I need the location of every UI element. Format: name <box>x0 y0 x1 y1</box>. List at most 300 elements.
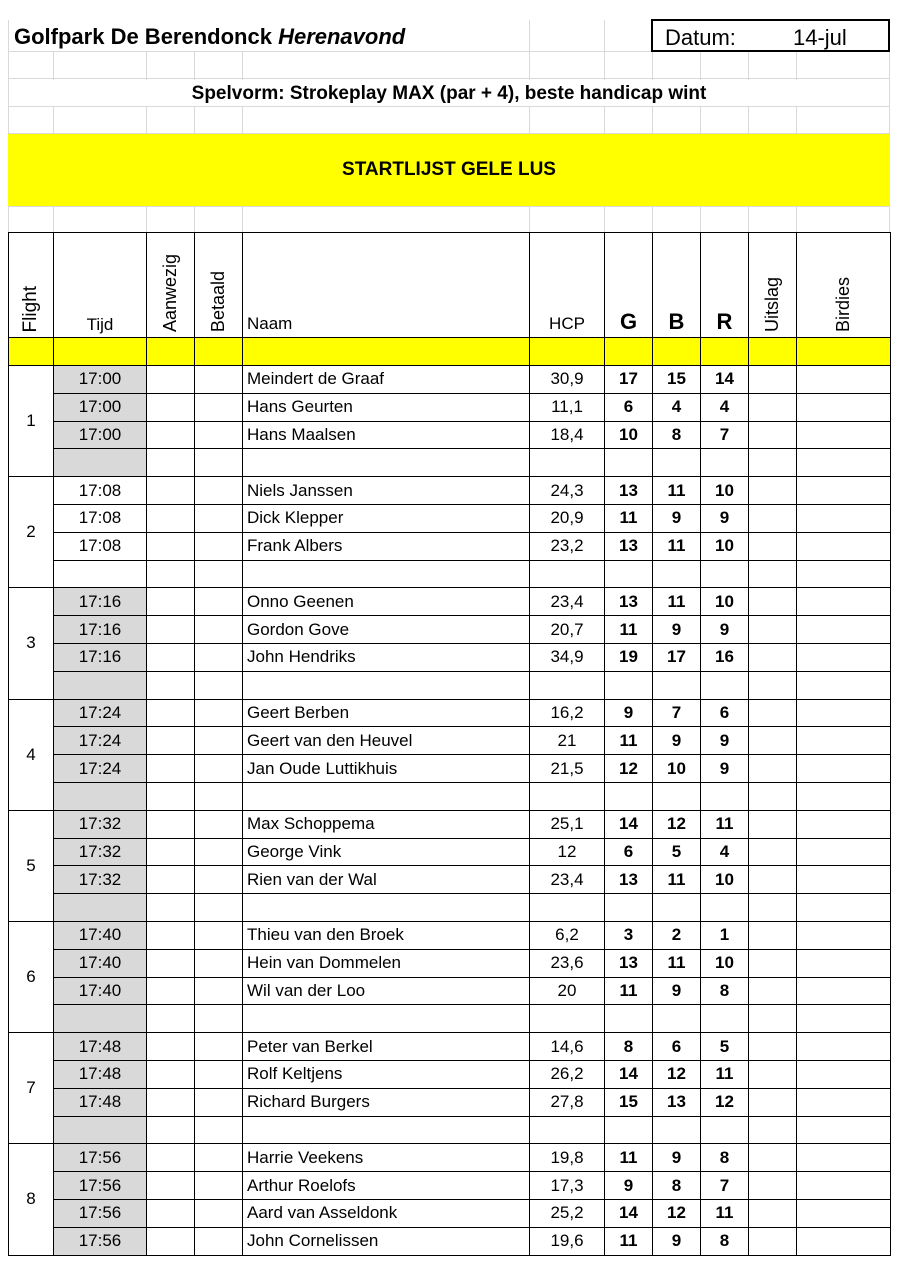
aanwezig-cell[interactable] <box>147 532 195 560</box>
strokes-b: 12 <box>653 1199 701 1227</box>
birdies-cell[interactable] <box>797 921 891 949</box>
birdies-cell[interactable] <box>797 810 891 838</box>
empty-cell <box>195 894 243 922</box>
aanwezig-cell[interactable] <box>147 1199 195 1227</box>
uitslag-cell[interactable] <box>749 588 797 616</box>
col-r: R <box>701 233 749 338</box>
birdies-cell[interactable] <box>797 838 891 866</box>
betaald-cell[interactable] <box>195 588 243 616</box>
birdies-cell[interactable] <box>797 866 891 894</box>
betaald-cell[interactable] <box>195 1088 243 1116</box>
event-name: Herenavond <box>278 24 406 49</box>
betaald-cell[interactable] <box>195 1033 243 1061</box>
empty-cell <box>653 1005 701 1033</box>
col-betaald: Betaald <box>195 233 243 338</box>
grid-line <box>748 107 749 134</box>
table-row <box>9 866 891 894</box>
betaald-cell[interactable] <box>195 699 243 727</box>
empty-cell <box>147 671 195 699</box>
empty-cell <box>653 560 701 588</box>
strokes-g: 3 <box>605 921 653 949</box>
grid-line <box>194 207 195 233</box>
table-spacer-row <box>9 1005 891 1033</box>
table-row <box>9 532 891 560</box>
col-flight: Flight <box>9 233 54 338</box>
table-row <box>9 366 891 394</box>
table-row <box>9 477 891 505</box>
empty-cell <box>605 449 653 477</box>
uitslag-cell[interactable] <box>749 755 797 783</box>
table-row <box>9 393 891 421</box>
start-time: 17:56 <box>54 1227 147 1255</box>
col-naam: Naam <box>243 233 530 338</box>
betaald-cell[interactable] <box>195 1227 243 1255</box>
strokes-g: 11 <box>605 977 653 1005</box>
start-time: 17:00 <box>54 421 147 449</box>
aanwezig-cell[interactable] <box>147 727 195 755</box>
strokes-g: 10 <box>605 421 653 449</box>
empty-cell <box>243 671 530 699</box>
aanwezig-cell[interactable] <box>147 1033 195 1061</box>
table-row <box>9 1227 891 1255</box>
player-name: Niels Janssen <box>243 477 530 505</box>
empty-cell <box>701 782 749 810</box>
player-name: Gordon Gove <box>243 616 530 644</box>
strokes-b: 12 <box>653 1060 701 1088</box>
empty-cell <box>797 449 891 477</box>
start-list-table <box>8 232 891 1256</box>
col-tijd: Tijd <box>54 233 147 338</box>
grid-line <box>748 207 749 233</box>
table-row <box>9 504 891 532</box>
strokes-r: 5 <box>701 1033 749 1061</box>
player-hcp: 23,2 <box>530 532 605 560</box>
player-hcp: 24,3 <box>530 477 605 505</box>
strokes-g: 6 <box>605 838 653 866</box>
uitslag-cell[interactable] <box>749 921 797 949</box>
start-time: 17:32 <box>54 866 147 894</box>
table-row <box>9 1199 891 1227</box>
empty-cell <box>530 560 605 588</box>
player-hcp: 26,2 <box>530 1060 605 1088</box>
betaald-cell[interactable] <box>195 393 243 421</box>
uitslag-cell[interactable] <box>749 616 797 644</box>
strokes-g: 13 <box>605 588 653 616</box>
player-name: Frank Albers <box>243 532 530 560</box>
grid-line <box>529 107 530 134</box>
birdies-cell[interactable] <box>797 699 891 727</box>
table-row <box>9 616 891 644</box>
birdies-cell[interactable] <box>797 977 891 1005</box>
empty-cell <box>195 560 243 588</box>
birdies-cell[interactable] <box>797 1033 891 1061</box>
player-name: George Vink <box>243 838 530 866</box>
grid-line <box>53 107 54 134</box>
player-name: Jan Oude Luttikhuis <box>243 755 530 783</box>
birdies-cell[interactable] <box>797 1227 891 1255</box>
aanwezig-cell[interactable] <box>147 699 195 727</box>
grid-line <box>146 52 147 80</box>
strokes-g: 13 <box>605 532 653 560</box>
birdies-cell[interactable] <box>797 949 891 977</box>
betaald-cell[interactable] <box>195 643 243 671</box>
strokes-g: 13 <box>605 866 653 894</box>
aanwezig-cell[interactable] <box>147 588 195 616</box>
birdies-cell[interactable] <box>797 616 891 644</box>
player-hcp: 14,6 <box>530 1033 605 1061</box>
table-row <box>9 1033 891 1061</box>
aanwezig-cell[interactable] <box>147 477 195 505</box>
player-hcp: 17,3 <box>530 1172 605 1200</box>
start-time: 17:40 <box>54 921 147 949</box>
empty-cell <box>243 449 530 477</box>
birdies-cell[interactable] <box>797 366 891 394</box>
player-hcp: 12 <box>530 838 605 866</box>
table-row <box>9 921 891 949</box>
betaald-cell[interactable] <box>195 616 243 644</box>
strokes-r: 9 <box>701 616 749 644</box>
grid-line <box>146 207 147 233</box>
betaald-cell[interactable] <box>195 727 243 755</box>
player-hcp: 6,2 <box>530 921 605 949</box>
grid-line <box>748 52 749 80</box>
strokes-r: 10 <box>701 532 749 560</box>
empty-cell <box>701 894 749 922</box>
uitslag-cell[interactable] <box>749 727 797 755</box>
grid-line <box>604 20 605 80</box>
player-hcp: 23,4 <box>530 866 605 894</box>
empty-cell <box>243 1116 530 1144</box>
uitslag-cell[interactable] <box>749 1172 797 1200</box>
player-name: Aard van Asseldonk <box>243 1199 530 1227</box>
strokes-b: 9 <box>653 977 701 1005</box>
birdies-cell[interactable] <box>797 1088 891 1116</box>
empty-cell <box>530 449 605 477</box>
player-hcp: 34,9 <box>530 643 605 671</box>
uitslag-cell[interactable] <box>749 477 797 505</box>
start-time: 17:48 <box>54 1060 147 1088</box>
strokes-g: 11 <box>605 1227 653 1255</box>
strokes-b: 9 <box>653 1227 701 1255</box>
grid-line <box>53 207 54 233</box>
empty-cell <box>749 782 797 810</box>
empty-time-cell <box>54 1005 147 1033</box>
aanwezig-cell[interactable] <box>147 366 195 394</box>
player-name: Meindert de Graaf <box>243 366 530 394</box>
table-row <box>9 1060 891 1088</box>
empty-cell <box>195 1005 243 1033</box>
table-spacer-row <box>9 560 891 588</box>
empty-cell <box>147 782 195 810</box>
betaald-cell[interactable] <box>195 866 243 894</box>
uitslag-cell[interactable] <box>749 949 797 977</box>
aanwezig-cell[interactable] <box>147 838 195 866</box>
birdies-cell[interactable] <box>797 477 891 505</box>
player-name: Hans Geurten <box>243 393 530 421</box>
grid-line <box>652 52 653 80</box>
strokes-b: 9 <box>653 504 701 532</box>
birdies-cell[interactable] <box>797 1060 891 1088</box>
strokes-r: 8 <box>701 1144 749 1172</box>
birdies-cell[interactable] <box>797 727 891 755</box>
player-hcp: 25,1 <box>530 810 605 838</box>
empty-cell <box>147 894 195 922</box>
betaald-cell[interactable] <box>195 366 243 394</box>
start-time: 17:08 <box>54 477 147 505</box>
grid-line <box>700 52 701 80</box>
strokes-b: 5 <box>653 838 701 866</box>
birdies-cell[interactable] <box>797 504 891 532</box>
strokes-g: 15 <box>605 1088 653 1116</box>
start-time: 17:16 <box>54 588 147 616</box>
aanwezig-cell[interactable] <box>147 755 195 783</box>
uitslag-cell[interactable] <box>749 1199 797 1227</box>
strokes-r: 8 <box>701 977 749 1005</box>
table-spacer-row <box>9 782 891 810</box>
grid-line <box>796 207 797 233</box>
strokes-r: 4 <box>701 838 749 866</box>
uitslag-cell[interactable] <box>749 504 797 532</box>
start-time: 17:24 <box>54 727 147 755</box>
strokes-b: 15 <box>653 366 701 394</box>
aanwezig-cell[interactable] <box>147 393 195 421</box>
start-time: 17:32 <box>54 838 147 866</box>
startlist-banner <box>8 134 890 206</box>
uitslag-cell[interactable] <box>749 421 797 449</box>
strokes-g: 11 <box>605 1144 653 1172</box>
empty-cell <box>195 671 243 699</box>
uitslag-cell[interactable] <box>749 393 797 421</box>
birdies-cell[interactable] <box>797 643 891 671</box>
uitslag-cell[interactable] <box>749 1033 797 1061</box>
strokes-b: 4 <box>653 393 701 421</box>
uitslag-cell[interactable] <box>749 866 797 894</box>
table-row <box>9 810 891 838</box>
aanwezig-cell[interactable] <box>147 810 195 838</box>
birdies-cell[interactable] <box>797 1199 891 1227</box>
aanwezig-cell[interactable] <box>147 1227 195 1255</box>
uitslag-cell[interactable] <box>749 1227 797 1255</box>
empty-cell <box>147 1005 195 1033</box>
birdies-cell[interactable] <box>797 1144 891 1172</box>
grid-line <box>796 52 797 80</box>
strokes-r: 11 <box>701 810 749 838</box>
banner-title: STARTLIJST GELE LUS <box>342 159 556 180</box>
uitslag-cell[interactable] <box>749 810 797 838</box>
empty-cell <box>605 1005 653 1033</box>
strokes-b: 8 <box>653 1172 701 1200</box>
club-name: Golfpark De Berendonck <box>14 24 272 49</box>
strokes-g: 6 <box>605 393 653 421</box>
grid-line <box>53 52 54 80</box>
empty-cell <box>243 782 530 810</box>
birdies-cell[interactable] <box>797 393 891 421</box>
betaald-cell[interactable] <box>195 421 243 449</box>
strokes-r: 10 <box>701 477 749 505</box>
col-birdies: Birdies <box>797 233 891 338</box>
player-hcp: 18,4 <box>530 421 605 449</box>
betaald-cell[interactable] <box>195 1172 243 1200</box>
strokes-b: 11 <box>653 866 701 894</box>
birdies-cell[interactable] <box>797 755 891 783</box>
strokes-r: 4 <box>701 393 749 421</box>
strokes-g: 13 <box>605 949 653 977</box>
start-time: 17:40 <box>54 949 147 977</box>
start-time: 17:24 <box>54 699 147 727</box>
col-b: B <box>653 233 701 338</box>
betaald-cell[interactable] <box>195 477 243 505</box>
empty-cell <box>749 894 797 922</box>
grid-line <box>652 207 653 233</box>
uitslag-cell[interactable] <box>749 1088 797 1116</box>
flight-number: 8 <box>9 1144 54 1255</box>
betaald-cell[interactable] <box>195 1060 243 1088</box>
player-name: Hans Maalsen <box>243 421 530 449</box>
flight-number: 7 <box>9 1033 54 1144</box>
empty-cell <box>653 782 701 810</box>
betaald-cell[interactable] <box>195 532 243 560</box>
betaald-cell[interactable] <box>195 504 243 532</box>
empty-time-cell <box>54 560 147 588</box>
strokes-g: 14 <box>605 1199 653 1227</box>
uitslag-cell[interactable] <box>749 1060 797 1088</box>
betaald-cell[interactable] <box>195 1199 243 1227</box>
aanwezig-cell[interactable] <box>147 921 195 949</box>
grid-line <box>242 107 243 134</box>
strokes-r: 7 <box>701 1172 749 1200</box>
birdies-cell[interactable] <box>797 588 891 616</box>
empty-time-cell <box>54 671 147 699</box>
grid-line <box>604 207 605 233</box>
strokes-g: 13 <box>605 477 653 505</box>
start-time: 17:16 <box>54 616 147 644</box>
uitslag-cell[interactable] <box>749 699 797 727</box>
strokes-r: 11 <box>701 1060 749 1088</box>
empty-cell <box>530 671 605 699</box>
empty-cell <box>701 671 749 699</box>
aanwezig-cell[interactable] <box>147 1060 195 1088</box>
empty-cell <box>701 1116 749 1144</box>
betaald-cell[interactable] <box>195 921 243 949</box>
player-name: Peter van Berkel <box>243 1033 530 1061</box>
empty-cell <box>797 1116 891 1144</box>
grid-line <box>529 207 530 233</box>
table-row <box>9 1144 891 1172</box>
empty-cell <box>147 1116 195 1144</box>
uitslag-cell[interactable] <box>749 532 797 560</box>
strokes-r: 8 <box>701 1227 749 1255</box>
betaald-cell[interactable] <box>195 838 243 866</box>
betaald-cell[interactable] <box>195 949 243 977</box>
grid-line <box>700 107 701 134</box>
strokes-b: 11 <box>653 949 701 977</box>
strokes-b: 13 <box>653 1088 701 1116</box>
empty-cell <box>195 449 243 477</box>
strokes-g: 9 <box>605 1172 653 1200</box>
empty-cell <box>605 894 653 922</box>
empty-cell <box>749 560 797 588</box>
grid-line <box>194 52 195 80</box>
aanwezig-cell[interactable] <box>147 504 195 532</box>
flight-number: 3 <box>9 588 54 699</box>
betaald-cell[interactable] <box>195 1144 243 1172</box>
empty-cell <box>605 671 653 699</box>
betaald-cell[interactable] <box>195 977 243 1005</box>
strokes-r: 9 <box>701 755 749 783</box>
strokes-b: 17 <box>653 643 701 671</box>
player-hcp: 25,2 <box>530 1199 605 1227</box>
betaald-cell[interactable] <box>195 810 243 838</box>
strokes-r: 7 <box>701 421 749 449</box>
player-name: Wil van der Loo <box>243 977 530 1005</box>
player-name: Richard Burgers <box>243 1088 530 1116</box>
birdies-cell[interactable] <box>797 1172 891 1200</box>
uitslag-cell[interactable] <box>749 1144 797 1172</box>
aanwezig-cell[interactable] <box>147 977 195 1005</box>
empty-time-cell <box>54 1116 147 1144</box>
grid-line <box>529 20 530 80</box>
empty-cell <box>605 782 653 810</box>
aanwezig-cell[interactable] <box>147 949 195 977</box>
empty-cell <box>653 449 701 477</box>
birdies-cell[interactable] <box>797 532 891 560</box>
strokes-b: 11 <box>653 532 701 560</box>
table-row <box>9 755 891 783</box>
strokes-b: 11 <box>653 477 701 505</box>
strokes-r: 10 <box>701 949 749 977</box>
aanwezig-cell[interactable] <box>147 1172 195 1200</box>
uitslag-cell[interactable] <box>749 838 797 866</box>
grid-line <box>242 207 243 233</box>
start-time: 17:16 <box>54 643 147 671</box>
empty-cell <box>701 1005 749 1033</box>
strokes-b: 9 <box>653 1144 701 1172</box>
empty-cell <box>797 560 891 588</box>
birdies-cell[interactable] <box>797 421 891 449</box>
col-aanwezig: Aanwezig <box>147 233 195 338</box>
aanwezig-cell[interactable] <box>147 1144 195 1172</box>
date-value: 14-jul <box>793 25 847 50</box>
empty-cell <box>701 560 749 588</box>
uitslag-cell[interactable] <box>749 366 797 394</box>
aanwezig-cell[interactable] <box>147 616 195 644</box>
empty-cell <box>749 671 797 699</box>
strokes-b: 11 <box>653 588 701 616</box>
start-time: 17:48 <box>54 1033 147 1061</box>
empty-cell <box>653 894 701 922</box>
strokes-b: 10 <box>653 755 701 783</box>
table-spacer-row <box>9 1116 891 1144</box>
player-hcp: 19,8 <box>530 1144 605 1172</box>
empty-time-cell <box>54 782 147 810</box>
aanwezig-cell[interactable] <box>147 421 195 449</box>
empty-cell <box>749 1005 797 1033</box>
betaald-cell[interactable] <box>195 755 243 783</box>
aanwezig-cell[interactable] <box>147 643 195 671</box>
empty-cell <box>653 671 701 699</box>
uitslag-cell[interactable] <box>749 977 797 1005</box>
aanwezig-cell[interactable] <box>147 866 195 894</box>
start-time: 17:48 <box>54 1088 147 1116</box>
aanwezig-cell[interactable] <box>147 1088 195 1116</box>
start-time: 17:00 <box>54 366 147 394</box>
strokes-g: 11 <box>605 616 653 644</box>
uitslag-cell[interactable] <box>749 643 797 671</box>
player-hcp: 27,8 <box>530 1088 605 1116</box>
player-hcp: 21 <box>530 727 605 755</box>
table-row <box>9 977 891 1005</box>
date-box <box>651 19 890 52</box>
